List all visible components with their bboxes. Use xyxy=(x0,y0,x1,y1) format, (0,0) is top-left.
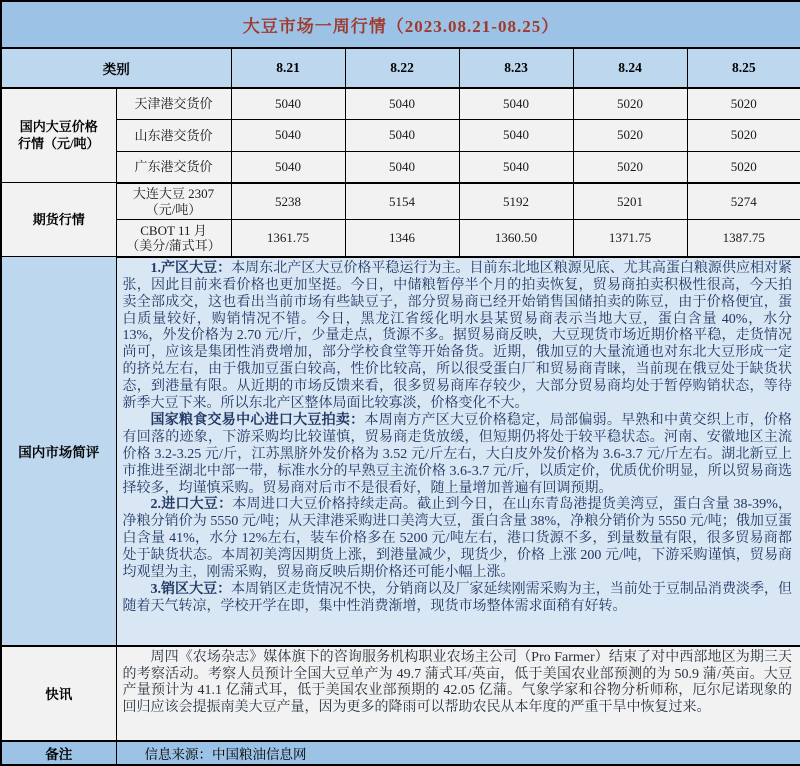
price-cell: 1371.75 xyxy=(573,220,687,257)
price-cell: 5192 xyxy=(459,183,573,220)
news-paragraph: 周四《农场杂志》媒体旗下的咨询服务机构职业农场主公司（Pro Farmer）结束了对中西部地区为期三天的考察活动。考察人员预计全国大豆单产为 49.7 蒲式耳/英亩，低于美国农业部预测的为 50.9 蒲/英亩。大豆产量预计为 41.1 亿蒲式耳，低于美国农业部预期的 42.05 亿蒲。气象学家和谷物分析师称，厄尔尼诺现象的回归应该会提振南美大豆产量，因为更多的降雨可以帮助农民从本年度的严重干旱中恢复过来。 xyxy=(122,649,793,716)
price-cell: 5020 xyxy=(687,88,800,120)
row-label-line2: （元/吨） xyxy=(145,201,202,217)
price-cell: 5040 xyxy=(345,88,459,120)
price-cell: 1346 xyxy=(345,220,459,257)
paragraph-lead: 2.进口大豆： xyxy=(150,497,233,513)
news-section-label: 快讯 xyxy=(1,646,116,741)
price-cell: 5020 xyxy=(573,151,687,183)
row-label-dalian xyxy=(116,183,231,220)
price-cell: 5040 xyxy=(345,120,459,151)
col-header-date-5: 8.25 xyxy=(687,48,800,88)
table-row-dalian xyxy=(1,183,800,220)
row-label-tianjin: 天津港交货价 xyxy=(116,88,231,120)
review-section-label: 国内市场简评 xyxy=(1,257,116,646)
paragraph-lead: 国家粮食交易中心进口大豆拍卖： xyxy=(150,412,365,428)
price-cell: 1360.50 xyxy=(459,220,573,257)
price-cell: 5040 xyxy=(459,88,573,120)
remark-section-label: 备注 xyxy=(1,741,116,765)
col-header-date-3: 8.23 xyxy=(459,48,573,88)
row-label-shandong: 山东港交货价 xyxy=(116,120,231,151)
price-cell: 5020 xyxy=(573,88,687,120)
news-section-body xyxy=(116,646,800,741)
review-paragraph-producing-area xyxy=(123,261,793,413)
price-cell: 1361.75 xyxy=(231,220,345,257)
table-row-tianjin xyxy=(1,88,800,120)
paragraph-lead: 1.产区大豆： xyxy=(150,260,232,276)
price-cell: 5040 xyxy=(459,120,573,151)
info-source-text: 信息来源：中国粮油信息网 xyxy=(116,741,800,765)
review-paragraph-sales-area xyxy=(123,582,793,616)
table-row-cbot xyxy=(1,220,800,257)
price-cell: 5020 xyxy=(687,151,800,183)
group-label-line1: 国内大豆价格 xyxy=(19,119,98,135)
price-cell: 5238 xyxy=(231,183,345,220)
col-header-date-2: 8.22 xyxy=(345,48,459,88)
col-header-category: 类别 xyxy=(1,48,231,88)
date-header-row xyxy=(1,48,800,88)
row-label-guangdong: 广东港交货价 xyxy=(116,151,231,183)
row-label-line2: （美分/蒲式耳） xyxy=(126,238,221,254)
col-header-date-1: 8.21 xyxy=(231,48,345,88)
title-row xyxy=(1,1,800,48)
paragraph-text: 本周东北产区大豆价格平稳运行为主。目前东北地区粮源见底、尤其高蛋白粮源供应相对紧张，因此目前来看价格也更加坚挺。今日，中储粮暂停半个月的拍卖恢复，贸易商拍卖积极性很高，今天拍卖全部成交，这也看出当前市场有些缺豆子，部分贸易商已经开始销售国储拍卖的陈豆，由于价格便宜，蛋白质量较好，购销情况不错。今日，黑龙江省绥化明水县某贸易商表示当地大豆，蛋白含量 40%，水分 13%，外发价格为 2.70 元/斤，少量走点，货源不多。据贸易商反映，大豆现货市场近期价格平稳，走货情况尚可，应该是集团性消费增加，部分学校食堂等开始备货。近期，俄加豆的大量流通也对东北大豆形成一定的挤兑左右，由于俄加豆蛋白较高，性价比较高，所以很受蛋白厂和贸易商青睐，当前现在俄豆处于缺货状态，到港量有限。从近期的市场反馈来看，很多贸易商库存较少，大部分贸易商均处于暂停购销状态，等待新季大豆下来。所以东北产区整体局面比较寡淡，价格变化不大。 xyxy=(122,260,793,412)
paragraph-text: 本周销区走货情况不快，分销商以及厂家延续刚需采购为主，当前处于豆制品消费淡季，但随着天气转凉，学校开学在即，集中性消费渐增，现货市场整体需求面稍有好转。 xyxy=(122,582,793,614)
page-title: 大豆市场一周行情（2023.08.21-08.25） xyxy=(1,1,800,48)
group-label-line2: 行情（元/吨） xyxy=(17,135,100,151)
paragraph-text: 本周进口大豆价格持续走高。截止到今日，在山东青岛港提货美湾豆，蛋白含量 38-39%，净粮分销价为 5550 元/吨；从天津港采购进口美湾大豆，蛋白含量 38%，净粮分销价为 5550 元/吨；俄加豆蛋白含量 41%，水分 12%左右，装车价格多在 5200 元/吨左右，港口货源不多，到量数量有限，很多贸易商都处于缺货状态。本周初美湾因期货上涨，到港量减少，现货少，价格 上涨 200 元/吨，下游采购谨慎，贸易商均观望为主，刚需采购，贸易商反映后期价格还可能小幅上涨。 xyxy=(122,497,793,581)
row-label-cbot xyxy=(116,220,231,257)
table-row-shandong xyxy=(1,120,800,151)
paragraph-text: 本周南方产区大豆价格稳定，局部偏弱。早熟和中黄交织上市，价格有回落的迹象，下游采购均比较谨慎，贸易商走货放缓，但短期仍将处于较平稳状态。河南、安徽地区主流价格 3.2-3.25 元/斤，江苏黑脐外发价格为 3.52 元/斤左右，大白皮外发价格为 3.6-3.7 元/斤左右。湖北新豆上市推进至湖北中部一带，标准水分的早熟豆主流价格 3.6-3.7 元/斤，以质定价，优质优价明显，所以贸易商选择较多，均谨慎采购。贸易商对后市不是很看好，随上量增加普遍有回调预期。 xyxy=(122,412,793,496)
price-cell: 5201 xyxy=(573,183,687,220)
row-label-line1: CBOT 11 月 xyxy=(140,222,207,238)
col-header-date-4: 8.24 xyxy=(573,48,687,88)
table-row-guangdong xyxy=(1,151,800,183)
price-cell: 5020 xyxy=(687,120,800,151)
price-cell: 5274 xyxy=(687,183,800,220)
paragraph-lead: 3.销区大豆： xyxy=(150,582,232,598)
review-paragraph-auction xyxy=(123,413,793,498)
group-label-domestic-price xyxy=(1,88,116,183)
price-cell: 5040 xyxy=(231,120,345,151)
price-cell: 5040 xyxy=(231,151,345,183)
review-section-body xyxy=(116,257,800,646)
price-cell: 5040 xyxy=(345,151,459,183)
group-label-futures: 期货行情 xyxy=(1,183,116,257)
price-cell: 5040 xyxy=(459,151,573,183)
review-text-block xyxy=(117,258,800,616)
news-row xyxy=(1,646,800,741)
price-cell: 1387.75 xyxy=(687,220,800,257)
row-label-line1: 大连大豆 2307 xyxy=(132,186,215,202)
price-cell: 5154 xyxy=(345,183,459,220)
news-text-block xyxy=(117,647,800,718)
price-cell: 5020 xyxy=(573,120,687,151)
review-row xyxy=(1,257,800,646)
price-cell: 5040 xyxy=(231,88,345,120)
review-paragraph-imported xyxy=(123,497,793,582)
remark-row xyxy=(1,741,800,765)
